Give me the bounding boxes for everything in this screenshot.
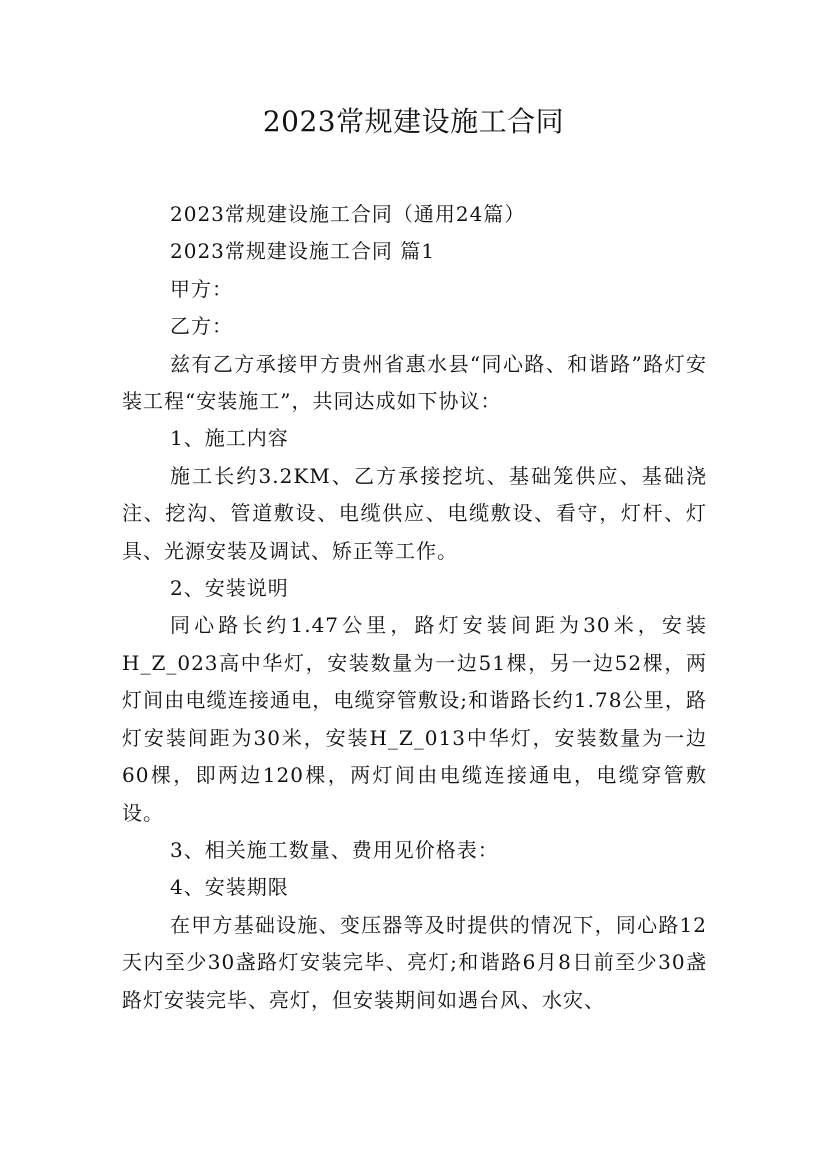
section-quantities-costs-text: 3、相关施工数量、费用见价格表：: [170, 837, 499, 862]
document-body: [122, 196, 707, 1019]
paragraph-heading-collection: 2023常规建设施工合同（通用24篇）: [170, 202, 526, 226]
section-installation-period-heading: 4、安装期限: [170, 875, 289, 900]
section-construction-content-text: 施工长约3.2KM、乙方承接挖坑、基础笼供应、基础浇注、挖沟、管道敷设、电缆供应、电缆敷设、看守，灯杆、灯具、光源安装及调试、矫正等工作。: [122, 463, 707, 563]
document-title: 2023常规建设施工合同: [262, 105, 565, 138]
paragraph-heading-article: 2023常规建设施工合同 篇1: [170, 239, 435, 264]
party-b-label: 乙方：: [170, 314, 233, 339]
section-installation-period-text: 在甲方基础设施、变压器等及时提供的情况下，同心路12天内至少30盏路灯安装完毕、亮灯;和谐路6月8日前至少30盏路灯安装完毕、亮灯，但安装期间如遇台风、水灾、: [122, 912, 707, 1012]
section-installation-notes-heading: 2、安装说明: [170, 576, 289, 601]
party-a-label: 甲方：: [170, 276, 233, 301]
section-installation-notes-text: 同心路长约1.47公里，路灯安装间距为30米，安装H_Z_023高中华灯，安装数量为一边51棵，另一边52棵，两灯间由电缆连接通电，电缆穿管敷设;和谐路长约1.78公里，路灯安装间距为30米，安装H_Z_013中华灯，安装数量为一边60棵，即两边120棵，两灯间由电缆连接通电，电缆穿管敷设。: [122, 613, 707, 825]
agreement-intro-paragraph: 兹有乙方承接甲方贵州省惠水县“同心路、和谐路”路灯安装工程“安装施工”，共同达成如下协议：: [122, 351, 707, 414]
section-construction-content-heading: 1、施工内容: [170, 426, 289, 451]
